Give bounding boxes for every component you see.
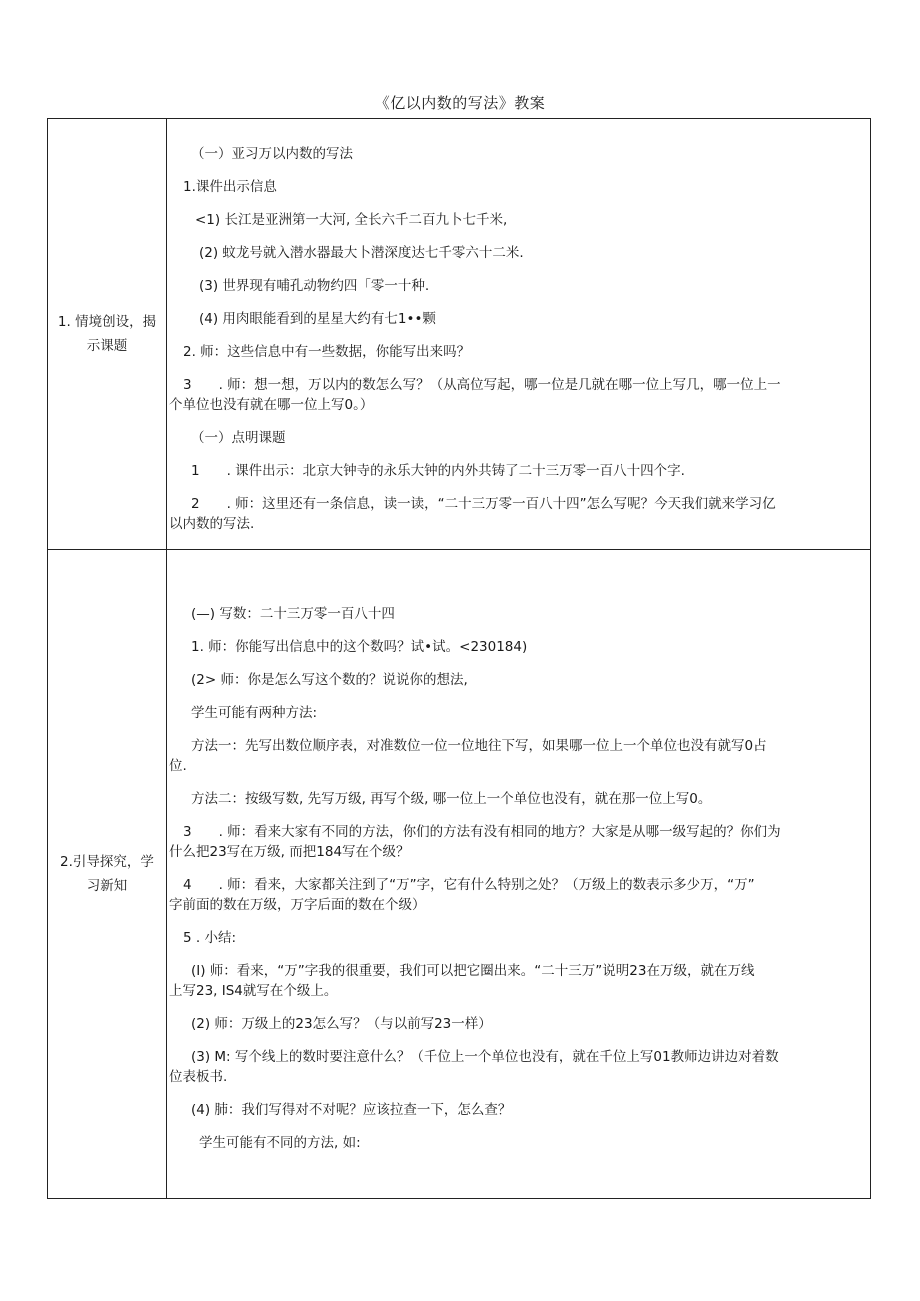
content-line: 2. 师：这些信息中有一些数据，你能写出来吗？ (183, 343, 471, 360)
content-line: 1.课件出示信息 (183, 178, 277, 195)
content-line: 字前面的数在万级，万字后面的数在个级） (169, 897, 426, 913)
content-line: （一）亚习万以内数的写法 (191, 145, 353, 162)
section-label-line: 2.引导探究，学 (60, 854, 154, 870)
content-line: 方法一：先写出数位顺序表，对准数位一位一位地往下写，如果哪一位上一个单位也没有就写0占 (191, 738, 767, 754)
section-label (48, 850, 166, 898)
table-row (48, 119, 871, 550)
content-line: 学生可能有两种方法: (191, 705, 318, 721)
content-line: 位. (169, 758, 187, 774)
content-line: 个单位也没有就在哪一位上写0。） (169, 396, 374, 413)
content-line: 4 . 师：看来，大家都关注到了“万”字，它有什么特别之处？（万级上的数表示多少万，“万” (183, 877, 755, 893)
content-line: (3) M: 写个线上的数时要注意什么？（千位上一个单位也没有，就在千位上写01教师边讲边对着数 (191, 1049, 779, 1065)
content-line: （一）点明课题 (191, 429, 286, 446)
content-line: 5 . 小结: (183, 930, 237, 946)
content-line: 3 . 师：想一想，万以内的数怎么写？（从高位写起，哪一位是几就在哪一位上写几，哪一位上一 (183, 376, 781, 393)
section-content-cell (167, 119, 871, 550)
content-line: (3) 世界现有哺孔动物约四「零一十种. (199, 277, 430, 294)
section-label-cell (48, 119, 167, 550)
content-line: (4) 用肉眼能看到的星星大约有七1••颗 (199, 310, 436, 327)
section-label-line: 1. 情境创设，揭 (57, 314, 157, 330)
content-line: 3 . 师：看来大家有不同的方法，你们的方法有没有相同的地方？大家是从哪一级写起的？你们为 (183, 824, 781, 840)
content-line: (—) 写数：二十三万零一百八十四 (191, 606, 395, 622)
content-line: 什么把23写在万级, 而把184写在个级？ (169, 844, 410, 860)
content-line: 1. 师：你能写出信息中的这个数吗？试•试。<230184) (191, 639, 528, 655)
section-label-cell (48, 550, 167, 1199)
table-row (48, 550, 871, 1199)
content-line: 2 . 师：这里还有一条信息，读一读，“二十三万零一百八十四”怎么写呢？今天我们就来学习亿 (191, 495, 776, 512)
content-line: (2) 师：万级上的23怎么写？（与以前写23一样） (191, 1016, 492, 1032)
content-line: 以内数的写法. (169, 515, 255, 532)
section-label-line: 习新知 (86, 878, 128, 894)
section-label-line: 示课题 (86, 338, 128, 354)
section-content-cell (167, 550, 871, 1199)
content-line: 1 . 课件出示：北京大钟寺的永乐大钟的内外共铸了二十三万零一百八十四个字. (191, 462, 685, 479)
content-line: (2> 师：你是怎么写这个数的？说说你的想法, (191, 672, 468, 688)
content-line: (2) 蚊龙号就入潜水器最大卜潜深度达七千零六十二米. (199, 244, 524, 261)
content-line: 方法二：按级写数, 先写万级, 再写个级, 哪一位上一个单位也没有，就在那一位上写0。 (191, 791, 712, 807)
content-line: (4) 肺：我们写得对不对呢？应该拉查一下，怎么查？ (191, 1102, 512, 1118)
content-line: <1) 长江是亚洲第一大河, 全长六千二百九卜七千米, (195, 211, 508, 228)
content-line: 学生可能有不同的方法, 如: (199, 1135, 361, 1151)
lesson-plan-table (47, 118, 871, 1199)
content-line: (I) 师：看来，“万”字我的很重要，我们可以把它圈出来。“二十三万”说明23在万级，就在万线 (191, 963, 755, 979)
content-line: 上写23, IS4就写在个级上。 (169, 983, 338, 999)
section-label (48, 310, 166, 358)
document-title: 《亿以内数的写法》教案 (374, 94, 546, 112)
content-line: 位表板书. (169, 1069, 228, 1085)
